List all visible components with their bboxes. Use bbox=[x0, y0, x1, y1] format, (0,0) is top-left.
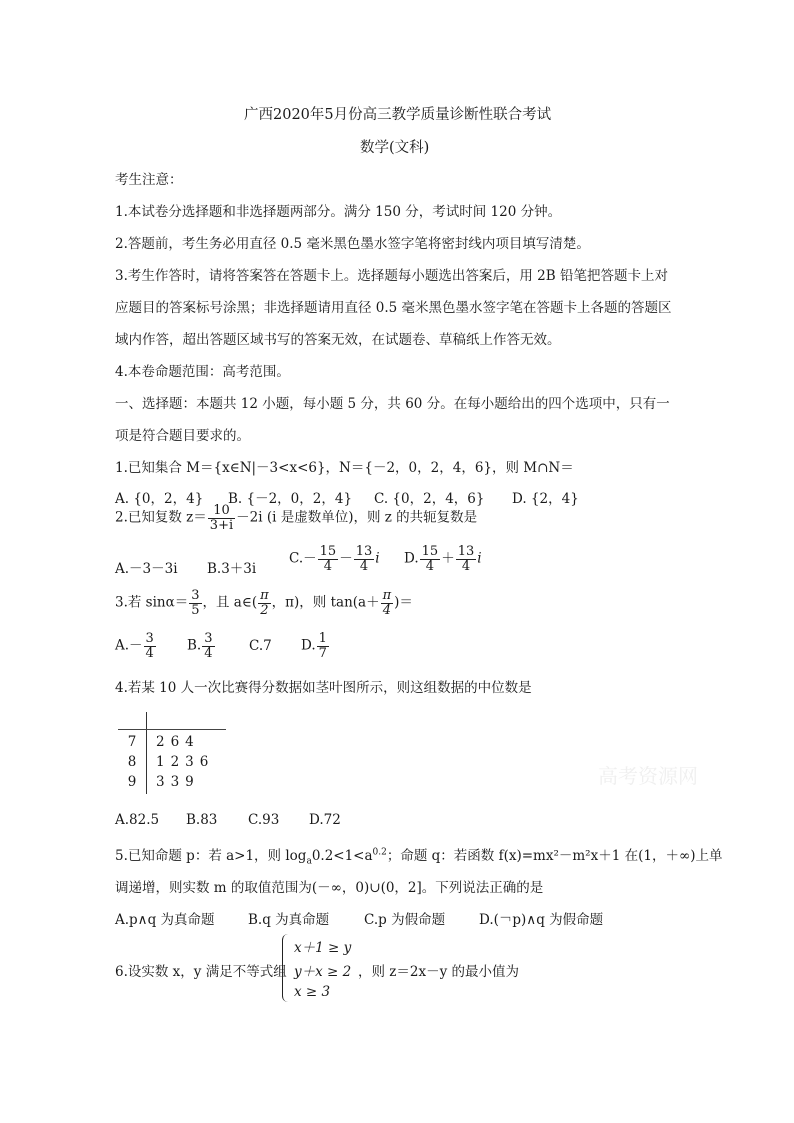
fraction bbox=[189, 589, 201, 617]
question-1-option-d: D. {2，4} bbox=[512, 491, 579, 507]
fraction bbox=[381, 589, 394, 617]
text-segment: 0.2<1<a bbox=[311, 848, 373, 864]
option-label: B. bbox=[187, 637, 202, 654]
stem-leaf-plot bbox=[118, 712, 226, 794]
section-1-instructions-line-1: 一、选择题：本题共 12 小题，每小题 5 分，共 60 分。在每小题给出的四个选项中，只有一 bbox=[115, 396, 670, 412]
question-3-option-a bbox=[115, 632, 187, 660]
notice-item-3-line-1: 3.考生作答时，请将答案答在答题卡上。选择题每小题选出答案后，用 2B 铅笔把答题卡上对 bbox=[115, 268, 668, 284]
exponent: 0.2 bbox=[372, 847, 387, 858]
stem-leaf-stem: 7 bbox=[127, 734, 137, 750]
fraction-numerator: 3 bbox=[191, 588, 200, 603]
question-2-option-d bbox=[404, 545, 482, 573]
fraction-denominator: 4 bbox=[425, 558, 435, 574]
fraction-numerator: π bbox=[260, 588, 269, 603]
imaginary-unit: i bbox=[375, 550, 380, 567]
question-6-inequality-1: x＋1 ≥ y bbox=[294, 940, 352, 956]
exam-title: 广西2020年5月份高三教学质量诊断性联合考试 bbox=[244, 107, 552, 123]
question-5-option-a: A.p∧q 为真命题 bbox=[115, 912, 215, 928]
question-2-option-b: B.3＋3i bbox=[207, 561, 257, 577]
option-label: A.－ bbox=[115, 637, 143, 654]
fraction-denominator: 3+i bbox=[209, 517, 234, 533]
fraction-numerator: 10 bbox=[208, 504, 235, 519]
option-label: C.－ bbox=[289, 550, 317, 567]
question-2-fraction bbox=[208, 504, 235, 532]
fraction-numerator: 15 bbox=[421, 544, 439, 559]
fraction-denominator: 4 bbox=[359, 558, 369, 574]
fraction-numerator: 3 bbox=[204, 631, 213, 646]
fraction-numerator: 3 bbox=[145, 631, 154, 646]
fraction-denominator: 4 bbox=[382, 602, 391, 618]
stem-leaf-leaves: 1236 bbox=[156, 754, 215, 770]
question-5-option-c: C.p 为假命题 bbox=[364, 912, 446, 928]
stem-leaf-leaves: 264 bbox=[156, 734, 200, 750]
imaginary-unit: i bbox=[477, 550, 482, 567]
fraction bbox=[258, 589, 271, 617]
question-3-stem bbox=[115, 589, 413, 617]
fraction-numerator: 13 bbox=[355, 544, 373, 559]
fraction-denominator: 7 bbox=[318, 645, 327, 661]
question-6-inequality-2: y＋x ≥ 2 bbox=[294, 964, 352, 980]
question-5-line-1 bbox=[115, 844, 722, 867]
fraction bbox=[318, 545, 339, 573]
question-2-option-c bbox=[289, 545, 380, 573]
question-2-stem bbox=[115, 504, 477, 532]
notice-heading: 考生注意： bbox=[115, 172, 183, 188]
option-label: D. bbox=[404, 550, 419, 567]
question-1-option-c: C. {0，2，4，6} bbox=[374, 491, 485, 507]
question-2-option-a: A.－3－3i bbox=[115, 561, 178, 577]
question-3-option-c: C.7 bbox=[249, 637, 272, 654]
fraction-denominator: 4 bbox=[204, 645, 213, 661]
fraction-denominator: 5 bbox=[191, 602, 200, 618]
question-5-line-2: 调递增，则实数 m 的取值范围为(－∞，0)∪(0，2]。下列说法正确的是 bbox=[115, 880, 544, 896]
question-6-inequality-3: x ≥ 3 bbox=[294, 984, 331, 1000]
option-label: D. bbox=[301, 637, 316, 654]
stem-leaf-leaves: 339 bbox=[156, 774, 200, 790]
fraction bbox=[144, 632, 156, 660]
question-1-option-a: A. {0，2，4} bbox=[115, 491, 204, 507]
fraction bbox=[317, 632, 329, 660]
text-segment: ；命题 q：若函数 f(x)=mx²－m²x＋1 在(1，＋∞)上单 bbox=[386, 848, 723, 864]
fraction bbox=[420, 545, 441, 573]
question-4-option-c: C.93 bbox=[248, 812, 280, 828]
text-segment: ，π)，则 tan(a＋ bbox=[271, 594, 380, 611]
stem-leaf-header-rule bbox=[118, 729, 226, 730]
notice-item-1: 1.本试卷分选择题和非选择题两部分。满分 150 分，考试时间 120 分钟。 bbox=[115, 204, 562, 220]
question-1-option-b: B. {－2，0，2，4} bbox=[228, 491, 353, 507]
question-5-option-d: D.(￢p)∧q 为假命题 bbox=[479, 912, 604, 928]
notice-item-3-line-2: 应题目的答案标号涂黑；非选择题请用直径 0.5 毫米黑色墨水签字笔在答题卡上各题的答题区 bbox=[115, 300, 672, 316]
text-segment: 5.已知命题 p：若 a>1，则 log bbox=[115, 848, 307, 864]
fraction bbox=[202, 632, 214, 660]
text-segment: )＝ bbox=[394, 594, 413, 611]
notice-item-3-line-3: 域内作答，超出答题区域书写的答案无效，在试题卷、草稿纸上作答无效。 bbox=[115, 332, 561, 348]
fraction bbox=[354, 545, 375, 573]
question-3-option-d bbox=[301, 632, 330, 660]
question-4-option-d: D.72 bbox=[309, 812, 341, 828]
question-4-option-b: B.83 bbox=[186, 812, 218, 828]
question-3-prefix: 3.若 sinα＝ bbox=[115, 594, 189, 611]
question-1-stem: 1.已知集合 M＝{x∈N|－3<x<6}，N＝{－2，0，2，4，6}，则 M∩N＝ bbox=[115, 460, 574, 476]
question-2-suffix: －2i (i 是虚数单位)，则 z 的共轭复数是 bbox=[236, 509, 478, 526]
exam-subtitle: 数学(文科) bbox=[360, 140, 430, 156]
watermark: 高考资源网 bbox=[598, 764, 698, 788]
section-1-instructions-line-2: 项是符合题目要求的。 bbox=[115, 428, 250, 444]
fraction-numerator: 1 bbox=[318, 631, 327, 646]
fraction-numerator: 13 bbox=[457, 544, 475, 559]
fraction-denominator: 4 bbox=[145, 645, 154, 661]
operator: ＋ bbox=[441, 550, 455, 567]
question-4-stem: 4.若某 10 人一次比赛得分数据如茎叶图所示，则这组数据的中位数是 bbox=[115, 680, 532, 696]
inequality-system-brace bbox=[282, 934, 291, 1002]
question-4-option-a: A.82.5 bbox=[115, 812, 160, 828]
text-segment: ，且 a∈( bbox=[202, 594, 258, 611]
log-base: a bbox=[306, 856, 312, 867]
question-5-option-b: B.q 为真命题 bbox=[248, 912, 330, 928]
question-3-option-b bbox=[187, 632, 249, 660]
fraction-denominator: 4 bbox=[461, 558, 471, 574]
operator: － bbox=[339, 550, 353, 567]
question-3-options bbox=[115, 632, 330, 660]
fraction-denominator: 4 bbox=[323, 558, 333, 574]
notice-item-4: 4.本卷命题范围：高考范围。 bbox=[115, 364, 290, 380]
fraction bbox=[456, 545, 477, 573]
fraction-denominator: 2 bbox=[260, 602, 269, 618]
fraction-numerator: π bbox=[382, 588, 392, 603]
stem-leaf-stem: 8 bbox=[127, 754, 137, 770]
stem-leaf-stem: 9 bbox=[127, 774, 137, 790]
notice-item-2: 2.答题前，考生务必用直径 0.5 毫米黑色墨水签字笔将密封线内项目填写清楚。 bbox=[115, 236, 590, 252]
stem-leaf-divider bbox=[146, 712, 147, 794]
question-6-prefix: 6.设实数 x，y 满足不等式组 bbox=[115, 964, 287, 980]
question-6-suffix: ，则 z＝2x－y 的最小值为 bbox=[358, 964, 520, 980]
question-2-prefix: 2.已知复数 z＝ bbox=[115, 509, 207, 526]
fraction-numerator: 15 bbox=[319, 544, 337, 559]
